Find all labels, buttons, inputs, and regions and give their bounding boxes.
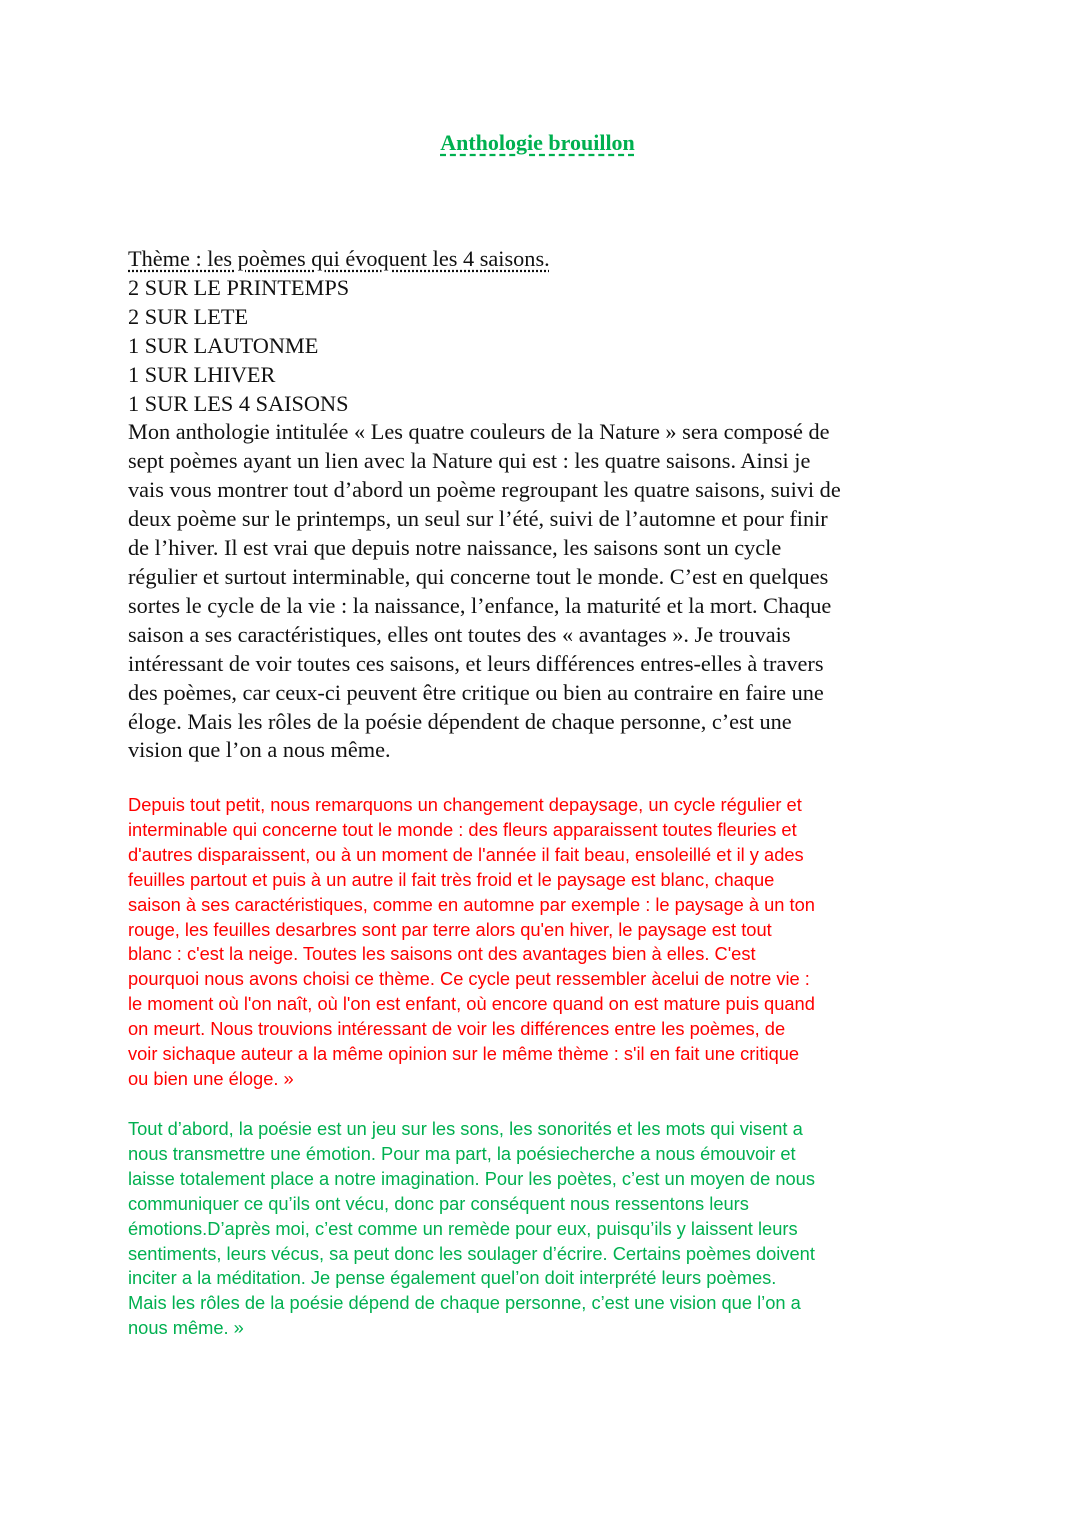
intro-line: sortes le cycle de la vie : la naissance, l’enfance, la maturité et la mort. Chaque <box>128 592 832 618</box>
green-line: communiquer ce qu’ils ont vécu, donc par conséquent nous ressentons leurs <box>128 1192 749 1214</box>
list-item: 1 SUR LHIVER <box>128 361 276 387</box>
green-line: nous transmettre une émotion. Pour ma part, la poésiecherche a nous émouvoir et <box>128 1142 796 1164</box>
intro-line: éloge. Mais les rôles de la poésie dépendent de chaque personne, c’est une <box>128 708 792 734</box>
intro-section <box>128 245 958 765</box>
red-line: voir sichaque auteur a la même opinion sur le même thème : s'il en fait une critique <box>128 1043 800 1065</box>
theme-text: Thème : les poèmes qui évoquent les 4 saisons. <box>128 246 550 271</box>
list-item: 2 SUR LE PRINTEMPS <box>128 274 350 300</box>
red-line: le moment où l'on naît, où l'on est enfant, où encore quand on est mature puis quand <box>128 993 815 1015</box>
green-line: Tout d’abord, la poésie est un jeu sur les sons, les sonorités et les mots qui visent a <box>128 1118 803 1139</box>
intro-line: intéressant de voir toutes ces saisons, et leurs différences entres-elles à travers <box>128 650 824 676</box>
red-line: on meurt. Nous trouvions intéressant de voir les différences entre les poèmes, de <box>128 1018 786 1040</box>
intro-line: régulier et surtout interminable, qui concerne tout le monde. C’est en quelques <box>128 563 829 589</box>
red-line: saison à ses caractéristiques, comme en automne par exemple : le paysage à un ton <box>128 893 815 915</box>
red-line: rouge, les feuilles desarbres sont par terre alors qu'en hiver, le paysage est tout <box>128 918 772 940</box>
intro-line: des poèmes, car ceux-ci peuvent être critique ou bien au contraire en faire une <box>128 679 824 705</box>
intro-line: vision que l’on a nous même. <box>128 737 391 763</box>
red-line: interminable qui concerne tout le monde : des fleurs apparaissent toutes fleuries et <box>128 818 797 840</box>
green-line: sentiments, leurs vécus, sa peut donc les soulager d’écrire. Certains poèmes doivent <box>128 1242 815 1264</box>
red-line: ou bien une éloge. » <box>128 1067 294 1089</box>
theme-line <box>128 245 958 274</box>
red-line: blanc : c'est la neige. Toutes les saisons ont des avantages bien à elles. C'est <box>128 943 756 965</box>
intro-line: de l’hiver. Il est vrai que depuis notre naissance, les saisons sont un cycle <box>128 535 782 561</box>
green-line: laisse totalement place a notre imagination. Pour les poètes, c’est un moyen de nous <box>128 1167 815 1189</box>
green-line: émotions.D’après moi, c’est comme un remède pour eux, puisqu’ils y laissent leurs <box>128 1217 798 1239</box>
intro-line: Mon anthologie intitulée « Les quatre couleurs de la Nature » sera composé de <box>128 419 830 445</box>
green-paragraph <box>128 1117 958 1341</box>
red-paragraph <box>128 793 958 1092</box>
intro-line: sept poèmes ayant un lien avec la Nature qui est : les quatre saisons. Ainsi je <box>128 448 811 474</box>
intro-line: saison a ses caractéristiques, elles ont toutes des « avantages ». Je trouvais <box>128 621 791 647</box>
intro-line: vais vous montrer tout d’abord un poème regroupant les quatre saisons, suivi de <box>128 477 841 503</box>
document-title <box>0 128 1075 158</box>
red-line: d'autres disparaissent, ou à un moment de l'année il fait beau, ensoleillé et il y ades <box>128 843 804 865</box>
red-line: feuilles partout et puis à un autre il fait très froid et le paysage est blanc, chaque <box>128 868 775 890</box>
list-item: 1 SUR LES 4 SAISONS <box>128 390 349 416</box>
green-line: Mais les rôles de la poésie dépend de chaque personne, c’est une vision que l’on a <box>128 1292 801 1314</box>
list-item: 1 SUR LAUTONME <box>128 332 319 358</box>
green-line: inciter a la méditation. Je pense également quel’on doit interprété leurs poèmes. <box>128 1267 777 1289</box>
green-line: nous même. » <box>128 1317 244 1339</box>
title-text: Anthologie brouillon <box>440 130 635 155</box>
red-line: pourquoi nous avons choisi ce thème. Ce cycle peut ressembler àcelui de notre vie : <box>128 968 810 990</box>
red-line: Depuis tout petit, nous remarquons un changement depaysage, un cycle régulier et <box>128 794 802 815</box>
intro-line: deux poème sur le printemps, un seul sur l’été, suivi de l’automne et pour finir <box>128 506 828 532</box>
list-item: 2 SUR LETE <box>128 303 249 329</box>
